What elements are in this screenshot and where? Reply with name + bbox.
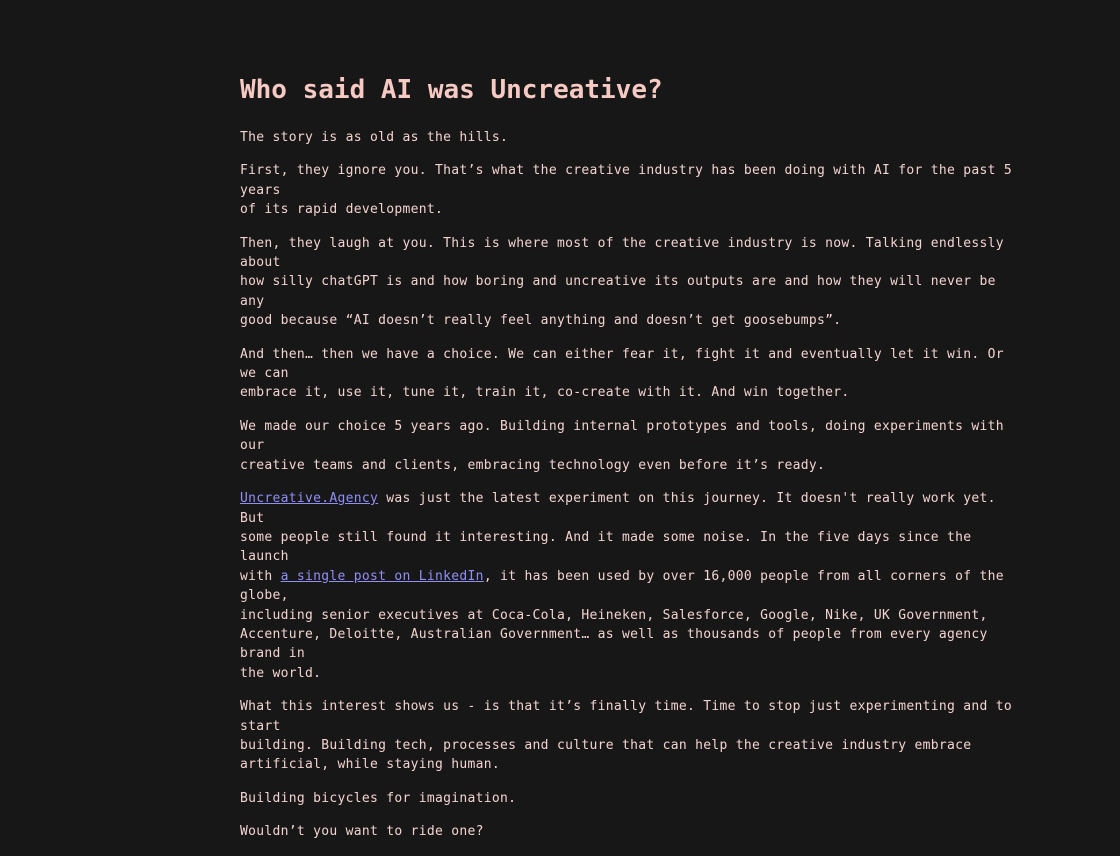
paragraph-6-text-b: , it has been used by over 16,000 people from all corners of the globe, including senior executives at Coca-Cola, Heineken, Salesforce, Google, Nike, UK Government, Accenture, Deloitte, Australian Government… as well as thousands of people from every agency brand in the world. <box>240 568 1004 681</box>
uncreative-agency-link[interactable]: Uncreative.Agency <box>240 491 379 507</box>
article <box>240 72 1020 856</box>
paragraph-9: Wouldn’t you want to ride one? <box>240 824 484 840</box>
paragraph-5: We made our choice 5 years ago. Building internal prototypes and tools, doing experiments with our creative teams and clients, embracing technology even before it’s ready. <box>240 418 1004 473</box>
paragraph-1: The story is as old as the hills. <box>240 130 509 145</box>
paragraph-3: Then, they laugh at you. This is where most of the creative industry is now. Talking endlessly about how silly chatGPT is and how boring and uncreative its outputs are and how they will never be any good because “AI doesn’t really feel anything and doesn’t get goosebumps”. <box>240 235 1004 329</box>
paragraph-6 <box>240 489 1020 683</box>
paragraph-2: First, they ignore you. That’s what the creative industry has been doing with AI for the past 5 years of its rapid development. <box>240 163 1013 218</box>
paragraph-4: And then… then we have a choice. We can either fear it, fight it and eventually let it win. Or we can embrace it, use it, tune it, train it, co-create with it. And win together. <box>240 346 1004 401</box>
page-title: Who said AI was Uncreative? <box>240 75 663 105</box>
linkedin-post-link[interactable]: a single post on LinkedIn <box>280 568 484 584</box>
paragraph-7: What this interest shows us - is that it’s finally time. Time to stop just experimenting and to start building. Building tech, processes and culture that can help the creative industry embrace artificial, while staying human. <box>240 699 1013 773</box>
paragraph-8: Building bicycles for imagination. <box>240 790 517 806</box>
paragraph-6-text-a: was just the latest experiment on this journey. It doesn't really work yet. But some people still found it interesting. And it made some noise. In the five days since the launch with <box>240 491 996 584</box>
